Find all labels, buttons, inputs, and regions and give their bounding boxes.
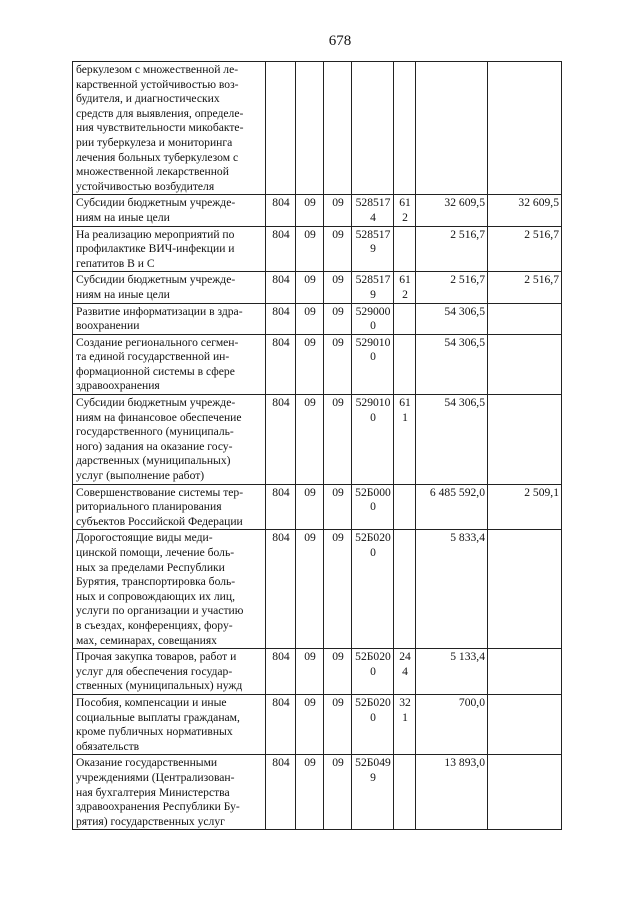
row-department-code: 804 xyxy=(266,195,296,226)
row-amount-federal xyxy=(488,303,562,334)
row-subsection-code: 09 xyxy=(324,395,352,485)
row-name: Субсидии бюджетным учрежде- ниям на иные цели xyxy=(73,195,266,226)
row-subsection-code: 09 xyxy=(324,195,352,226)
table-row xyxy=(73,272,562,303)
row-target-article-code: 529010 0 xyxy=(352,395,394,485)
row-department-code: 804 xyxy=(266,755,296,830)
row-name: Развитие информатизации в здра- воохранении xyxy=(73,303,266,334)
row-name: На реализацию мероприятий по профилактике ВИЧ-инфекции и гепатитов В и С xyxy=(73,226,266,272)
row-amount: 5 833,4 xyxy=(416,530,488,649)
row-target-article-code xyxy=(352,62,394,195)
row-amount: 2 516,7 xyxy=(416,226,488,272)
row-section-code: 09 xyxy=(296,334,324,394)
row-subsection-code: 09 xyxy=(324,484,352,530)
row-expense-type-code: 61 2 xyxy=(394,272,416,303)
table-row xyxy=(73,395,562,485)
table-row xyxy=(73,484,562,530)
row-section-code: 09 xyxy=(296,530,324,649)
row-name: Субсидии бюджетным учрежде- ниям на иные цели xyxy=(73,272,266,303)
row-subsection-code: 09 xyxy=(324,530,352,649)
row-department-code: 804 xyxy=(266,530,296,649)
row-expense-type-code xyxy=(394,226,416,272)
row-name: Прочая закупка товаров, работ и услуг для обеспечения государ- ственных (муниципальных) нужд xyxy=(73,649,266,695)
row-department-code: 804 xyxy=(266,649,296,695)
row-department-code: 804 xyxy=(266,395,296,485)
row-name: беркулезом с множественной ле- карственной устойчивостью воз- будителя, и диагностических средств для выявления, определе- ния чувствительности микобакте- рии туберкулеза и мониторинга лечения больных туберкулезом с множественной лекарственной устойчивостью возбудителя xyxy=(73,62,266,195)
row-expense-type-code xyxy=(394,334,416,394)
row-amount-federal: 32 609,5 xyxy=(488,195,562,226)
row-expense-type-code: 61 2 xyxy=(394,195,416,226)
row-amount: 2 516,7 xyxy=(416,272,488,303)
table-row xyxy=(73,226,562,272)
row-amount-federal xyxy=(488,694,562,754)
row-expense-type-code: 24 4 xyxy=(394,649,416,695)
row-subsection-code: 09 xyxy=(324,649,352,695)
row-section-code: 09 xyxy=(296,649,324,695)
row-target-article-code: 52Б000 0 xyxy=(352,484,394,530)
row-target-article-code: 529010 0 xyxy=(352,334,394,394)
row-target-article-code: 52Б020 0 xyxy=(352,530,394,649)
row-target-article-code: 52Б020 0 xyxy=(352,694,394,754)
row-target-article-code: 52Б049 9 xyxy=(352,755,394,830)
row-expense-type-code xyxy=(394,484,416,530)
table-row xyxy=(73,530,562,649)
row-target-article-code: 529000 0 xyxy=(352,303,394,334)
row-expense-type-code: 32 1 xyxy=(394,694,416,754)
row-amount: 700,0 xyxy=(416,694,488,754)
row-amount: 13 893,0 xyxy=(416,755,488,830)
row-section-code: 09 xyxy=(296,226,324,272)
row-section-code xyxy=(296,62,324,195)
row-name: Совершенствование системы тер- риториального планирования субъектов Российской Федерации xyxy=(73,484,266,530)
row-department-code: 804 xyxy=(266,484,296,530)
row-subsection-code: 09 xyxy=(324,226,352,272)
row-section-code: 09 xyxy=(296,755,324,830)
table-row xyxy=(73,303,562,334)
row-department-code: 804 xyxy=(266,226,296,272)
row-subsection-code xyxy=(324,62,352,195)
row-amount-federal xyxy=(488,334,562,394)
page-number: 678 xyxy=(328,33,352,49)
row-section-code: 09 xyxy=(296,303,324,334)
row-name: Субсидии бюджетным учрежде- ниям на финансовое обеспечение государственного (муниципаль- ного) задания на оказание госу- дарственных (муниципальных) услуг (выполнение работ) xyxy=(73,395,266,485)
row-amount-federal xyxy=(488,649,562,695)
row-subsection-code: 09 xyxy=(324,694,352,754)
row-section-code: 09 xyxy=(296,272,324,303)
row-target-article-code: 528517 9 xyxy=(352,272,394,303)
row-name: Создание регионального сегмен- та единой государственной ин- формационной системы в сфере здравоохранения xyxy=(73,334,266,394)
row-amount: 5 133,4 xyxy=(416,649,488,695)
row-department-code: 804 xyxy=(266,334,296,394)
row-amount-federal xyxy=(488,530,562,649)
row-name: Оказание государственными учреждениями (Централизован- ная бухгалтерия Министерства здравоохранения Республики Бу- рятия) государственных услуг xyxy=(73,755,266,830)
row-section-code: 09 xyxy=(296,195,324,226)
budget-table xyxy=(72,61,562,830)
row-amount: 54 306,5 xyxy=(416,334,488,394)
row-section-code: 09 xyxy=(296,694,324,754)
row-amount: 54 306,5 xyxy=(416,303,488,334)
row-department-code xyxy=(266,62,296,195)
row-amount: 32 609,5 xyxy=(416,195,488,226)
row-expense-type-code: 61 1 xyxy=(394,395,416,485)
row-department-code: 804 xyxy=(266,272,296,303)
row-target-article-code: 528517 4 xyxy=(352,195,394,226)
table-row xyxy=(73,755,562,830)
row-amount-federal: 2 509,1 xyxy=(488,484,562,530)
row-expense-type-code xyxy=(394,530,416,649)
table-row xyxy=(73,649,562,695)
table-row xyxy=(73,195,562,226)
row-amount xyxy=(416,62,488,195)
row-section-code: 09 xyxy=(296,484,324,530)
budget-table-body xyxy=(73,62,562,830)
row-expense-type-code xyxy=(394,755,416,830)
row-department-code: 804 xyxy=(266,694,296,754)
row-expense-type-code xyxy=(394,303,416,334)
row-subsection-code: 09 xyxy=(324,334,352,394)
table-row xyxy=(73,62,562,195)
row-amount-federal xyxy=(488,62,562,195)
row-target-article-code: 528517 9 xyxy=(352,226,394,272)
row-amount: 6 485 592,0 xyxy=(416,484,488,530)
row-amount-federal: 2 516,7 xyxy=(488,226,562,272)
row-amount-federal xyxy=(488,395,562,485)
row-target-article-code: 52Б020 0 xyxy=(352,649,394,695)
row-expense-type-code xyxy=(394,62,416,195)
table-row xyxy=(73,694,562,754)
row-subsection-code: 09 xyxy=(324,272,352,303)
table-row xyxy=(73,334,562,394)
row-amount-federal: 2 516,7 xyxy=(488,272,562,303)
row-name: Пособия, компенсации и иные социальные выплаты гражданам, кроме публичных нормативных обязательств xyxy=(73,694,266,754)
row-subsection-code: 09 xyxy=(324,303,352,334)
row-subsection-code: 09 xyxy=(324,755,352,830)
row-amount-federal xyxy=(488,755,562,830)
row-amount: 54 306,5 xyxy=(416,395,488,485)
row-section-code: 09 xyxy=(296,395,324,485)
row-name: Дорогостоящие виды меди- цинской помощи, лечение боль- ных за пределами Республики Бурятия, транспортировка боль- ных и сопровождающих их лиц, услуги по организации и участию в съездах, конференциях, фору- мах, семинарах, совещаниях xyxy=(73,530,266,649)
row-department-code: 804 xyxy=(266,303,296,334)
